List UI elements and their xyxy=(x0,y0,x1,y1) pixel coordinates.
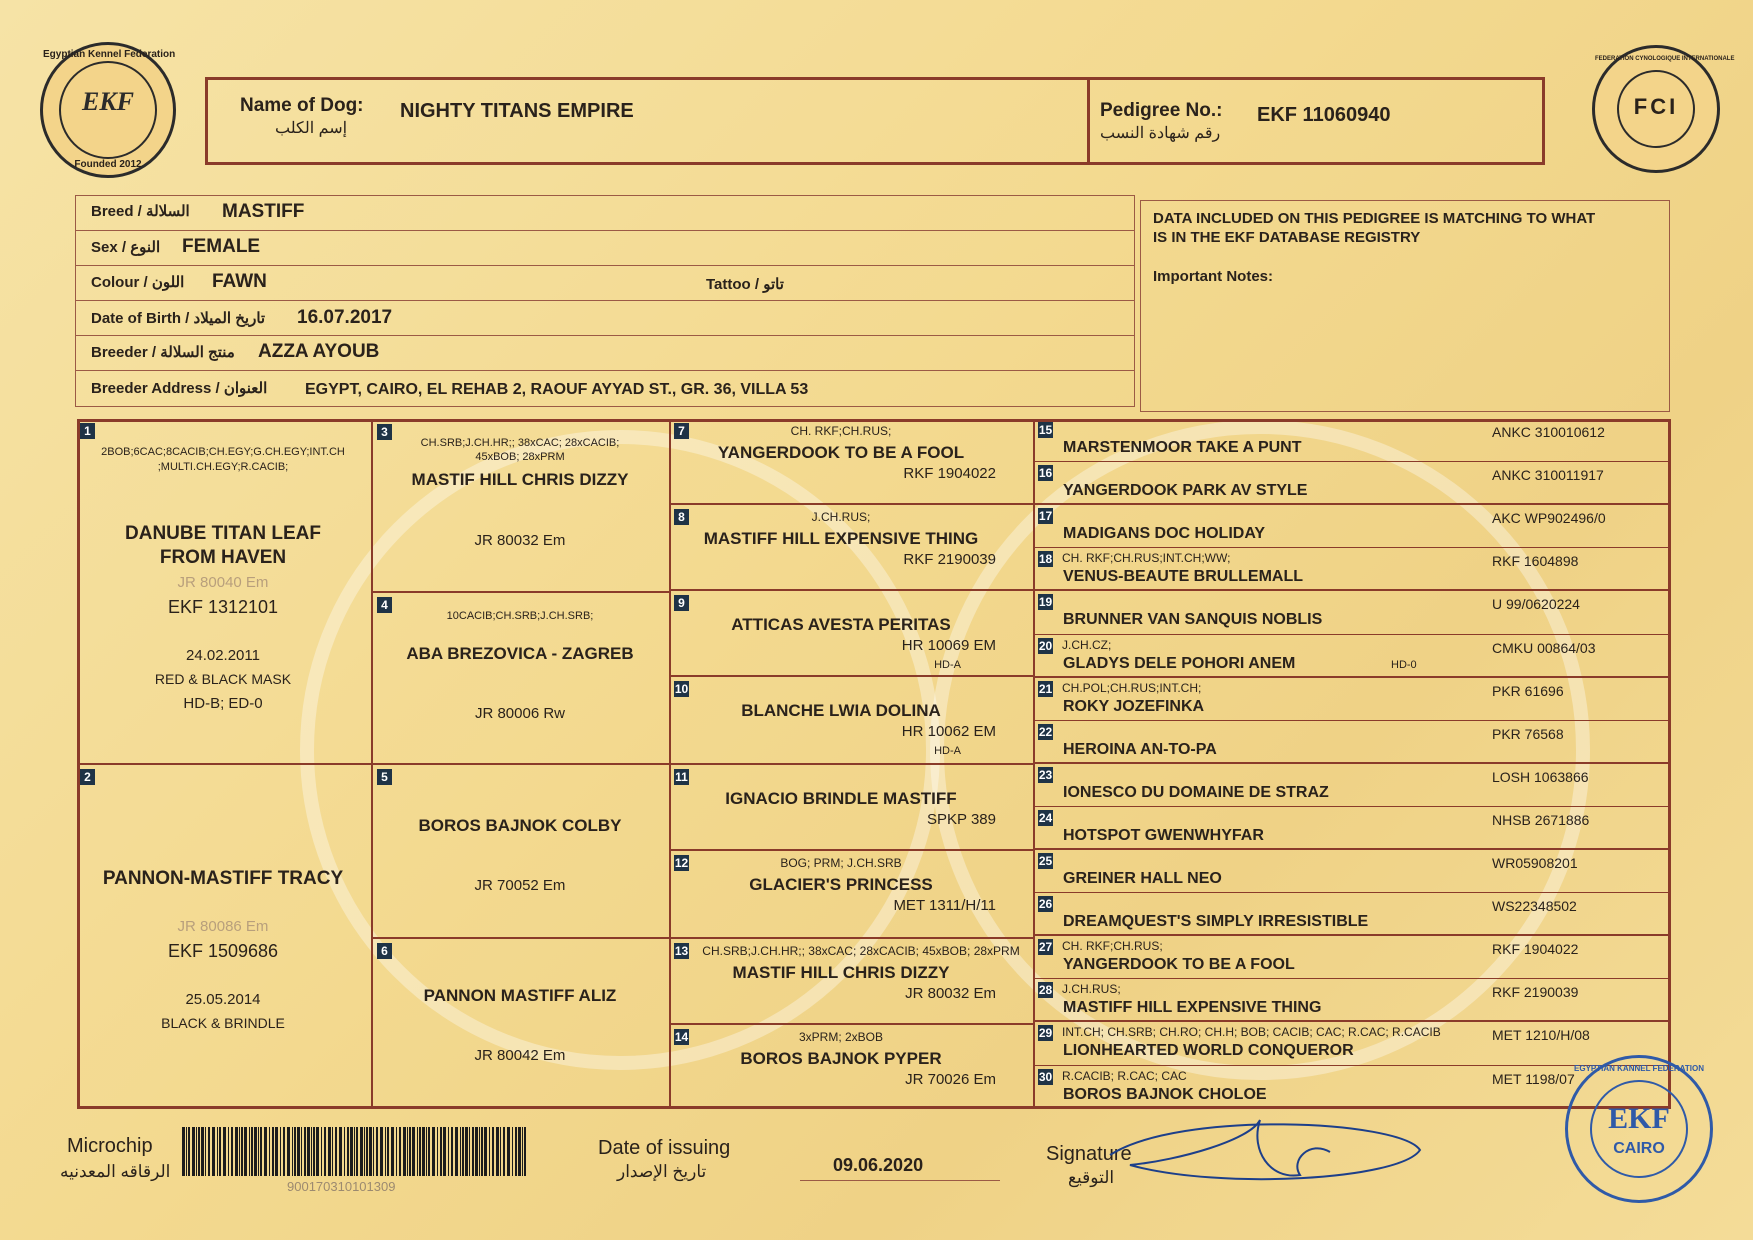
ancestor-registration: AKC WP902496/0 xyxy=(1492,510,1606,526)
ancestor-name: MASTIFF HILL EXPENSIVE THING xyxy=(703,529,979,548)
ancestor-registration: LOSH 1063866 xyxy=(1492,769,1589,785)
ancestor-name: YANGERDOOK TO BE A FOOL xyxy=(717,443,965,462)
gen3-cell xyxy=(671,591,1035,677)
dam-cell xyxy=(77,765,373,1109)
ancestor-number-badge: 11 xyxy=(675,770,688,784)
sex-label: Sex / النوع xyxy=(91,239,161,256)
gen4-cell xyxy=(1035,764,1671,807)
ancestor-number-badge: 29 xyxy=(1038,1026,1053,1040)
sire-health: HD-B; ED-0 xyxy=(183,695,263,712)
ekf-seal-name: Egyptian Kennel Federation xyxy=(43,49,176,60)
ancestor-titles: 10CACIB;CH.SRB;J.CH.SRB; xyxy=(446,610,594,622)
ancestor-number-badge: 10 xyxy=(674,682,689,696)
gen4-cell xyxy=(1035,591,1671,635)
ancestor-number-badge: 13 xyxy=(674,944,689,958)
ancestor-number-badge: 3 xyxy=(377,424,392,440)
ancestor-name: MASTIFF HILL EXPENSIVE THING xyxy=(1063,999,1322,1016)
gen2-cell xyxy=(373,765,671,939)
ancestor-number-badge: 24 xyxy=(1038,811,1053,825)
ancestor-titles: CH. RKF;CH.RUS;INT.CH;WW; xyxy=(1062,551,1231,565)
breed-value: MASTIFF xyxy=(222,201,305,222)
colour-label: Colour / اللون xyxy=(91,274,185,291)
ancestor-name: MASTIF HILL CHRIS DIZZY xyxy=(732,963,950,982)
gen4-cell xyxy=(1035,1022,1671,1066)
ancestor-titles: CH.SRB;J.CH.HR;; 38xCAC; 28xCACIB; xyxy=(420,437,620,449)
ancestor-name: LIONHEARTED WORLD CONQUEROR xyxy=(1063,1042,1354,1059)
dog-name-label: Name of Dog: xyxy=(240,95,364,116)
gen4-cell xyxy=(1035,979,1671,1022)
dam-dob: 25.05.2014 xyxy=(185,991,261,1008)
ancestor-number-badge: 12 xyxy=(674,856,689,870)
breeder-address-value: EGYPT, CAIRO, EL REHAB 2, RAOUF AYYAD ST., GR. 36, VILLA 53 xyxy=(305,381,809,398)
ancestor-titles: CH. RKF;CH.RUS; xyxy=(790,424,892,438)
ancestor-number-badge: 7 xyxy=(674,423,689,439)
important-notes-label: Important Notes: xyxy=(1153,268,1273,285)
breed-label: Breed / السلالة xyxy=(91,203,190,220)
ancestor-registration: WS22348502 xyxy=(1492,898,1577,914)
gen4-cell xyxy=(1035,807,1671,850)
ekf-seal-founded: Founded 2012 xyxy=(74,159,142,170)
ancestor-registration: RKF 1904022 xyxy=(1492,941,1579,957)
stamp-city-text: CAIRO xyxy=(1613,1140,1665,1157)
fci-seal-logo-text: FCI xyxy=(1633,94,1679,119)
ancestor-number-badge: 9 xyxy=(674,595,689,611)
ancestor-name: BLANCHE LWIA DOLINA xyxy=(741,701,941,720)
ancestor-registration: JR 80006 Rw xyxy=(474,705,566,722)
ancestor-registration: JR 80032 Em xyxy=(474,532,566,549)
ancestor-number-badge: 1 xyxy=(80,423,95,439)
sire-colour: RED & BLACK MASK xyxy=(154,671,292,687)
ancestor-registration: RKF 1904022 xyxy=(903,465,996,482)
ancestor-registration: NHSB 2671886 xyxy=(1492,812,1590,828)
gen3-cell xyxy=(671,505,1035,591)
ancestor-registration: SPKP 389 xyxy=(927,811,996,828)
ancestor-number-badge: 18 xyxy=(1038,552,1053,566)
ancestor-registration: RKF 1604898 xyxy=(1492,553,1579,569)
stamp-logo-text: EKF xyxy=(1608,1102,1670,1135)
ancestor-number-badge: 20 xyxy=(1038,639,1053,653)
ekf-seal-logo xyxy=(40,42,176,178)
gen4-cell xyxy=(1035,505,1671,548)
ancestor-name: ABA BREZOVICA - ZAGREB xyxy=(406,644,634,663)
ancestor-titles: BOG; PRM; J.CH.SRB xyxy=(780,856,902,870)
issue-date-value: 09.06.2020 xyxy=(833,1155,924,1175)
ancestor-number-badge: 25 xyxy=(1038,854,1053,868)
gen3-cell xyxy=(671,851,1035,939)
ancestor-registration: HR 10062 EM xyxy=(901,723,996,740)
ancestor-name: IGNACIO BRINDLE MASTIFF xyxy=(725,789,957,808)
gen3-cell xyxy=(671,419,1035,505)
ancestor-number-badge: 5 xyxy=(377,769,392,785)
ancestor-registration: MET 1311/H/11 xyxy=(893,897,996,914)
ancestor-titles: J.CH.RUS; xyxy=(1062,982,1121,996)
ancestor-titles: CH.SRB;J.CH.HR;; 38xCAC; 28xCACIB; 45xBOB; 28xPRM xyxy=(702,944,1020,958)
ancestor-number-badge: 19 xyxy=(1038,595,1053,609)
ancestor-number-badge: 26 xyxy=(1038,897,1053,911)
gen3-cell xyxy=(671,939,1035,1025)
gen4-cell xyxy=(1035,721,1671,764)
ancestor-name: IONESCO DU DOMAINE DE STRAZ xyxy=(1063,784,1329,801)
ancestor-name: GREINER HALL NEO xyxy=(1063,870,1222,887)
ancestor-name: DREAMQUEST'S SIMPLY IRRESISTIBLE xyxy=(1063,913,1369,930)
gen2-cell xyxy=(373,939,671,1109)
registry-note-line-1: DATA INCLUDED ON THIS PEDIGREE IS MATCHING TO WHAT xyxy=(1153,210,1596,227)
ancestor-name: BOROS BAJNOK PYPER xyxy=(740,1049,942,1068)
ancestor-registration: PKR 61696 xyxy=(1492,683,1564,699)
ancestor-titles: CH.POL;CH.RUS;INT.CH; xyxy=(1062,681,1202,695)
ancestor-registration: HR 10069 EM xyxy=(901,637,996,654)
gen4-cell xyxy=(1035,635,1671,678)
pedigree-number-label: Pedigree No.: xyxy=(1100,100,1223,121)
registry-note-line-2: IS IN THE EKF DATABASE REGISTRY xyxy=(1153,229,1421,246)
ancestor-titles: 3xPRM; 2xBOB xyxy=(798,1030,884,1044)
ancestor-number-badge: 22 xyxy=(1038,725,1053,739)
pedigree-number-value: EKF 11060940 xyxy=(1257,104,1391,126)
ancestor-registration: U 99/0620224 xyxy=(1492,596,1580,612)
sire-titles-2: ;MULTI.CH.EGY;R.CACIB; xyxy=(157,461,289,473)
sire-cell xyxy=(77,419,373,765)
breeder-address-label: Breeder Address / العنوان xyxy=(91,380,268,397)
microchip-barcode xyxy=(182,1127,530,1176)
gen2-cell xyxy=(373,593,671,765)
ancestor-name: GLADYS DELE POHORI ANEM xyxy=(1063,655,1296,672)
gen4-cell xyxy=(1035,419,1671,462)
signature-scribble xyxy=(1100,1100,1430,1210)
ancestor-number-badge: 16 xyxy=(1038,466,1053,480)
ekf-cairo-stamp xyxy=(1565,1055,1713,1203)
dam-old-registration: JR 80086 Em xyxy=(177,918,269,935)
ancestor-name: MARSTENMOOR TAKE A PUNT xyxy=(1063,439,1302,456)
ancestor-name: BRUNNER VAN SANQUIS NOBLIS xyxy=(1063,611,1323,628)
sire-name-2: FROM HAVEN xyxy=(159,547,287,568)
ancestor-titles: CH. RKF;CH.RUS; xyxy=(1062,939,1163,953)
fci-seal-logo xyxy=(1592,45,1735,173)
ancestor-titles: INT.CH; CH.SRB; CH.RO; CH.H; BOB; CACIB; CAC; R.CAC; R.CACIB xyxy=(1062,1025,1441,1039)
ancestor-name: ROKY JOZEFINKA xyxy=(1063,698,1205,715)
ancestor-number-badge: 14 xyxy=(674,1030,689,1044)
ancestor-name: ATTICAS AVESTA PERITAS xyxy=(731,615,951,634)
ancestor-registration: JR 80032 Em xyxy=(905,985,996,1002)
gen4-cell xyxy=(1035,850,1671,893)
dob-label: Date of Birth / تاريخ الميلاد xyxy=(91,310,266,327)
gen4-cell xyxy=(1035,893,1671,936)
dam-colour: BLACK & BRINDLE xyxy=(161,1015,285,1031)
tattoo-label: Tattoo / تاتو xyxy=(706,276,784,293)
ancestor-registration: CMKU 00864/03 xyxy=(1492,640,1596,656)
sire-dob: 24.02.2011 xyxy=(186,647,260,664)
ancestor-name: PANNON MASTIFF ALIZ xyxy=(423,986,617,1005)
ancestor-name: YANGERDOOK PARK AV STYLE xyxy=(1063,482,1308,499)
ancestor-number-badge: 15 xyxy=(1038,423,1053,437)
gen3-cell xyxy=(671,677,1035,765)
ancestor-registration: JR 70052 Em xyxy=(474,877,566,894)
ancestor-number-badge: 4 xyxy=(377,597,392,613)
gen3-cell xyxy=(671,765,1035,851)
ancestor-name: HOTSPOT GWENWHYFAR xyxy=(1063,827,1264,844)
microchip-label-ar: الرقاقه المعدنيه xyxy=(60,1162,171,1181)
ancestor-registration: ANKC 310011917 xyxy=(1492,467,1604,483)
gen2-cell xyxy=(373,419,671,593)
gen3-cell xyxy=(671,1025,1035,1109)
ancestor-registration: JR 80042 Em xyxy=(474,1047,566,1064)
ancestor-name: MADIGANS DOC HOLIDAY xyxy=(1063,525,1266,542)
ancestor-registration: MET 1210/H/08 xyxy=(1492,1027,1590,1043)
ancestor-number-badge: 2 xyxy=(80,769,95,785)
gen4-cell xyxy=(1035,936,1671,979)
ancestor-registration: RKF 2190039 xyxy=(1492,984,1579,1000)
dam-registration: EKF 1509686 xyxy=(167,941,279,961)
ancestor-name: BOROS BAJNOK CHOLOE xyxy=(1063,1086,1267,1103)
ancestor-titles: R.CACIB; R.CAC; CAC xyxy=(1062,1069,1187,1083)
ancestor-health: HD-A xyxy=(934,659,961,671)
ancestor-number-badge: 28 xyxy=(1038,983,1053,997)
ancestor-registration: JR 70026 Em xyxy=(905,1071,996,1088)
breeder-label: Breeder / منتج السلالة xyxy=(91,344,235,361)
ancestor-name: GLACIER'S PRINCESS xyxy=(749,875,933,894)
sire-old-registration: JR 80040 Em xyxy=(177,574,269,591)
ancestor-registration: ANKC 310010612 xyxy=(1492,424,1605,440)
gen4-cell xyxy=(1035,462,1671,505)
issue-date-label-ar: تاريخ الإصدار xyxy=(617,1162,707,1181)
colour-value: FAWN xyxy=(212,271,267,292)
sire-name-1: DANUBE TITAN LEAF xyxy=(125,523,321,544)
sire-titles-1: 2BOB;6CAC;8CACIB;CH.EGY;G.CH.EGY;INT.CH xyxy=(101,446,345,458)
ancestor-registration: WR05908201 xyxy=(1492,855,1578,871)
details-box xyxy=(75,195,1135,407)
dob-value: 16.07.2017 xyxy=(297,307,393,328)
ancestor-name: YANGERDOOK TO BE A FOOL xyxy=(1063,956,1295,973)
pedigree-number-label-ar: رقم شهادة النسب xyxy=(1100,125,1221,142)
ancestor-name: BOROS BAJNOK COLBY xyxy=(418,816,622,835)
stamp-ring-text: EGYPTIAN KANNEL FEDERATION xyxy=(1574,1064,1704,1073)
ancestor-name: MASTIF HILL CHRIS DIZZY xyxy=(411,470,629,489)
ancestor-health: HD-0 xyxy=(1391,659,1417,671)
ancestor-health: HD-A xyxy=(934,745,961,757)
sire-registration: EKF 1312101 xyxy=(167,597,279,617)
ancestor-registration: MET 1198/07 xyxy=(1492,1071,1575,1087)
ancestor-registration: RKF 2190039 xyxy=(903,551,996,568)
dog-name-value: NIGHTY TITANS EMPIRE xyxy=(400,100,634,122)
fci-seal-name: FEDERATION CYNOLOGIQUE INTERNATIONALE xyxy=(1595,56,1735,62)
ancestor-name: HEROINA AN-TO-PA xyxy=(1063,741,1217,758)
ancestor-number-badge: 17 xyxy=(1038,509,1053,523)
microchip-label: Microchip xyxy=(67,1135,153,1157)
ancestor-titles: J.CH.CZ; xyxy=(1062,638,1112,652)
dam-name-1: PANNON-MASTIFF TRACY xyxy=(102,868,344,889)
ancestor-number-badge: 30 xyxy=(1038,1070,1053,1084)
ancestor-number-badge: 23 xyxy=(1038,768,1053,782)
dog-name-label-ar: إسم الكلب xyxy=(275,120,348,137)
ancestor-number-badge: 6 xyxy=(377,943,392,959)
ancestor-number-badge: 27 xyxy=(1038,940,1053,954)
gen4-cell xyxy=(1035,678,1671,721)
ancestor-name: VENUS-BEAUTE BRULLEMALL xyxy=(1063,568,1303,585)
ekf-seal-logo-text: EKF xyxy=(81,87,135,116)
breeder-value: AZZA AYOUB xyxy=(258,341,380,362)
microchip-number: 900170310101309 xyxy=(287,1179,396,1194)
issue-date-label: Date of issuing xyxy=(598,1137,731,1159)
signature-label: Signature xyxy=(1046,1143,1132,1165)
ancestor-titles: 45xBOB; 28xPRM xyxy=(475,451,565,463)
sex-value: FEMALE xyxy=(182,236,261,257)
ancestor-number-badge: 8 xyxy=(674,509,689,525)
signature-label-ar: التوقيع xyxy=(1068,1168,1115,1187)
ancestor-number-badge: 21 xyxy=(1038,682,1053,696)
ancestor-registration: PKR 76568 xyxy=(1492,726,1564,742)
ancestor-titles: J.CH.RUS; xyxy=(811,510,871,524)
gen4-cell xyxy=(1035,548,1671,591)
